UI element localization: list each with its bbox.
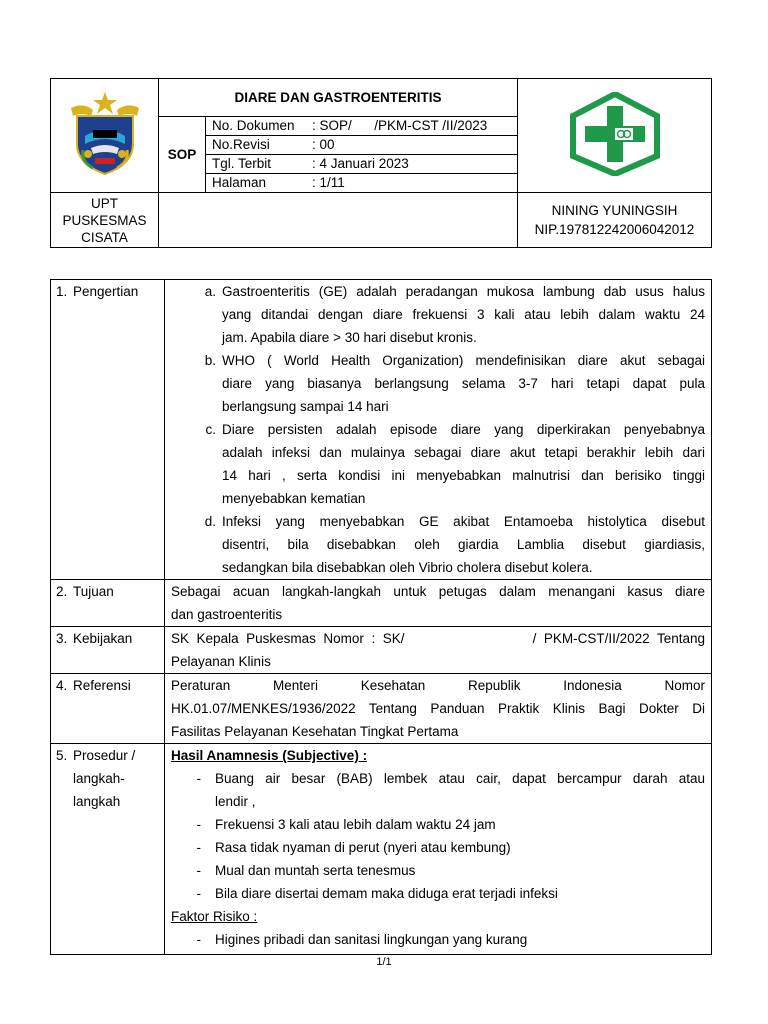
section-label: 1. Pengertian xyxy=(51,280,165,580)
section-content: Peraturan Menteri Kesehatan Republik Indonesia Nomor HK.01.07/MENKES/1936/2022 Tentang Panduan Praktik Klinis Bagi Dokter Di Fasilitas Pelayanan Kesehatan Tingkat Pertama xyxy=(165,674,712,744)
signature-cell xyxy=(159,193,518,248)
page-number: 1/1 xyxy=(376,956,392,968)
signer-name: NINING YUNINGSIH xyxy=(551,203,678,218)
emblem-cell xyxy=(51,79,159,193)
subjective-heading: Hasil Anamnesis (Subjective) : xyxy=(171,748,368,763)
section-kebijakan xyxy=(51,627,712,674)
meta-row-dokumen: No. Dokumen : SOP/ /PKM-CST /II/2023 xyxy=(206,117,517,136)
list-item: - Rasa tidak nyaman di perut (nyeri atau kembung) xyxy=(196,840,511,855)
list-item: a. Gastroenteritis (GE) adalah peradangan mukosa lambung dab usus halus yang ditandai dengan diare frekuensi 3 kali atau lebih dalam waktu 24 jam. Apabila diare > 30 hari disebut kronis. xyxy=(204,284,705,345)
section-label: 3. Kebijakan xyxy=(51,627,165,674)
section-label: 4. Referensi xyxy=(51,674,165,744)
regency-emblem-icon xyxy=(63,88,147,180)
section-content: SK Kepala Puskesmas Nomor : SK/ / PKM-CST/II/2022 Tentang Pelayanan Klinis xyxy=(165,627,712,674)
section-referensi xyxy=(51,674,712,744)
header-table xyxy=(50,78,712,248)
list-item: c. Diare persisten adalah episode diare yang diperkirakan penyebabnya adalah infeksi dan mulainya sebagai diare akut tetapi berakhir lebih dari 14 hari , serta kondisi ini menyebabkan malnutrisi dan berisiko tinggi menyebabkan kematian xyxy=(205,422,705,506)
section-content: Sebagai acuan langkah-langkah untuk petugas dalam menangani kasus diare dan gastroenteritis xyxy=(165,580,712,627)
section-pengertian xyxy=(51,280,712,580)
puskesmas-logo-icon xyxy=(569,92,661,176)
section-label: 5. Prosedur / langkah- langkah xyxy=(51,744,165,955)
meta-row-halaman: Halaman : 1/11 xyxy=(212,175,345,190)
sop-label: SOP xyxy=(159,117,206,193)
document-title: DIARE DAN GASTROENTERITIS xyxy=(159,79,518,117)
meta-row-terbit: Tgl. Terbit : 4 Januari 2023 xyxy=(206,155,517,174)
signer-cell xyxy=(518,193,712,248)
risk-factor-heading: Faktor Risiko : xyxy=(171,909,258,924)
list-item: - Frekuensi 3 kali atau lebih dalam waktu 24 jam xyxy=(196,817,496,832)
meta-cell xyxy=(206,117,518,193)
meta-row-revisi: No.Revisi : 00 xyxy=(206,136,517,155)
logo-cell xyxy=(518,79,712,193)
section-content xyxy=(165,280,712,580)
list-item: - Higines pribadi dan sanitasi lingkungan yang kurang xyxy=(196,932,528,947)
organization-cell: UPT PUSKESMAS CISATA xyxy=(51,193,159,248)
content-table xyxy=(50,279,712,955)
list-item: b. WHO ( World Health Organization) mendefinisikan diare akut sebagai diare yang biasanya berlangsung selama 3-7 hari tetapi dapat pula berlangsung sampai 14 hari xyxy=(204,353,705,414)
list-item: - Buang air besar (BAB) lembek atau cair, dapat bercampur darah atau lendir , xyxy=(196,771,705,809)
section-label: 2. Tujuan xyxy=(51,580,165,627)
section-content xyxy=(165,744,712,955)
section-prosedur xyxy=(51,744,712,955)
list-item: d. Infeksi yang menyebabkan GE akibat Entamoeba histolytica disebut disentri, bila disebabkan oleh giardia Lamblia disebut giardiasis, sedangkan bila disebabkan oleh Vibrio cholera disebut kolera. xyxy=(204,514,705,575)
signer-nip: NIP.197812242006042012 xyxy=(534,222,695,237)
section-tujuan xyxy=(51,580,712,627)
list-item: - Bila diare disertai demam maka diduga erat terjadi infeksi xyxy=(196,886,558,901)
meta-table xyxy=(206,117,517,192)
list-item: - Mual dan muntah serta tenesmus xyxy=(196,863,416,878)
